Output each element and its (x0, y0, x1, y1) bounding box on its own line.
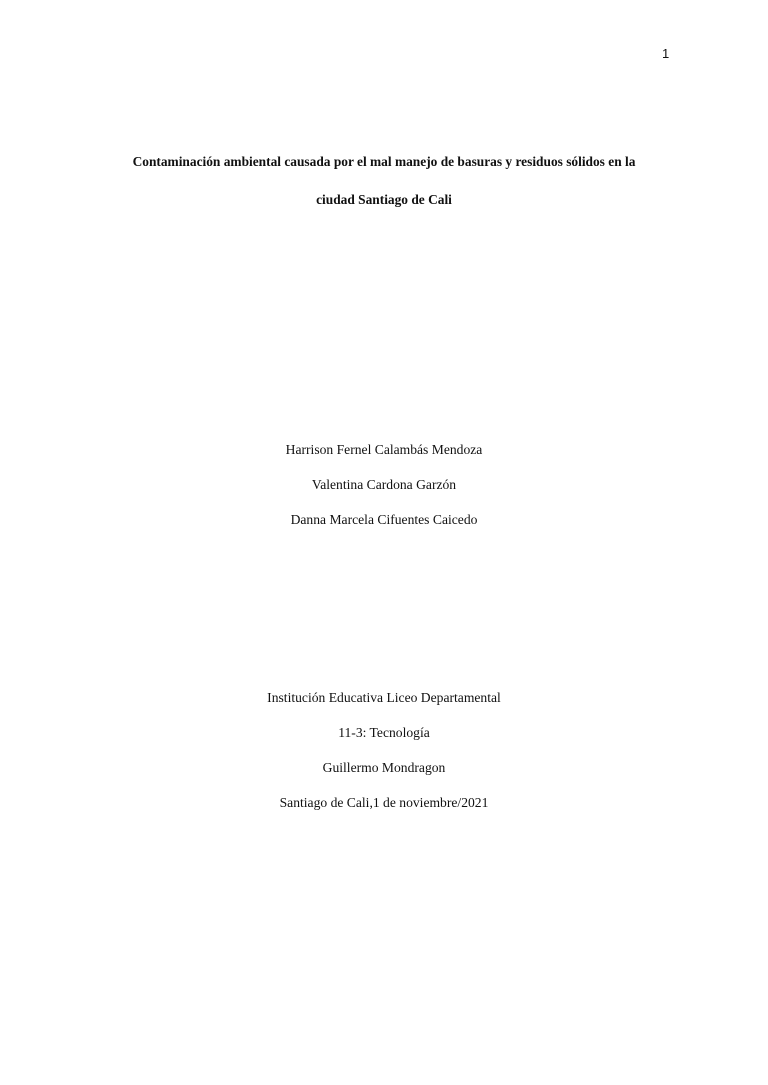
title-line-1: Contaminación ambiental causada por el mal manejo de basuras y residuos sólidos en la (132, 154, 636, 169)
place-date: Santiago de Cali,1 de noviembre/2021 (279, 795, 489, 810)
teacher-name: Guillermo Mondragon (322, 760, 446, 775)
page-number: 1 (662, 46, 670, 61)
author-name: Valentina Cardona Garzón (311, 477, 457, 492)
title-line-2: ciudad Santiago de Cali (316, 192, 452, 207)
author-name: Danna Marcela Cifuentes Caicedo (290, 512, 478, 527)
authors-list (0, 440, 768, 545)
course-name: 11-3: Tecnología (338, 725, 430, 740)
document-title (0, 152, 768, 228)
author-name: Harrison Fernel Calambás Mendoza (285, 442, 483, 457)
institution-name: Institución Educativa Liceo Departamental (267, 690, 501, 705)
institution-info (0, 688, 768, 828)
